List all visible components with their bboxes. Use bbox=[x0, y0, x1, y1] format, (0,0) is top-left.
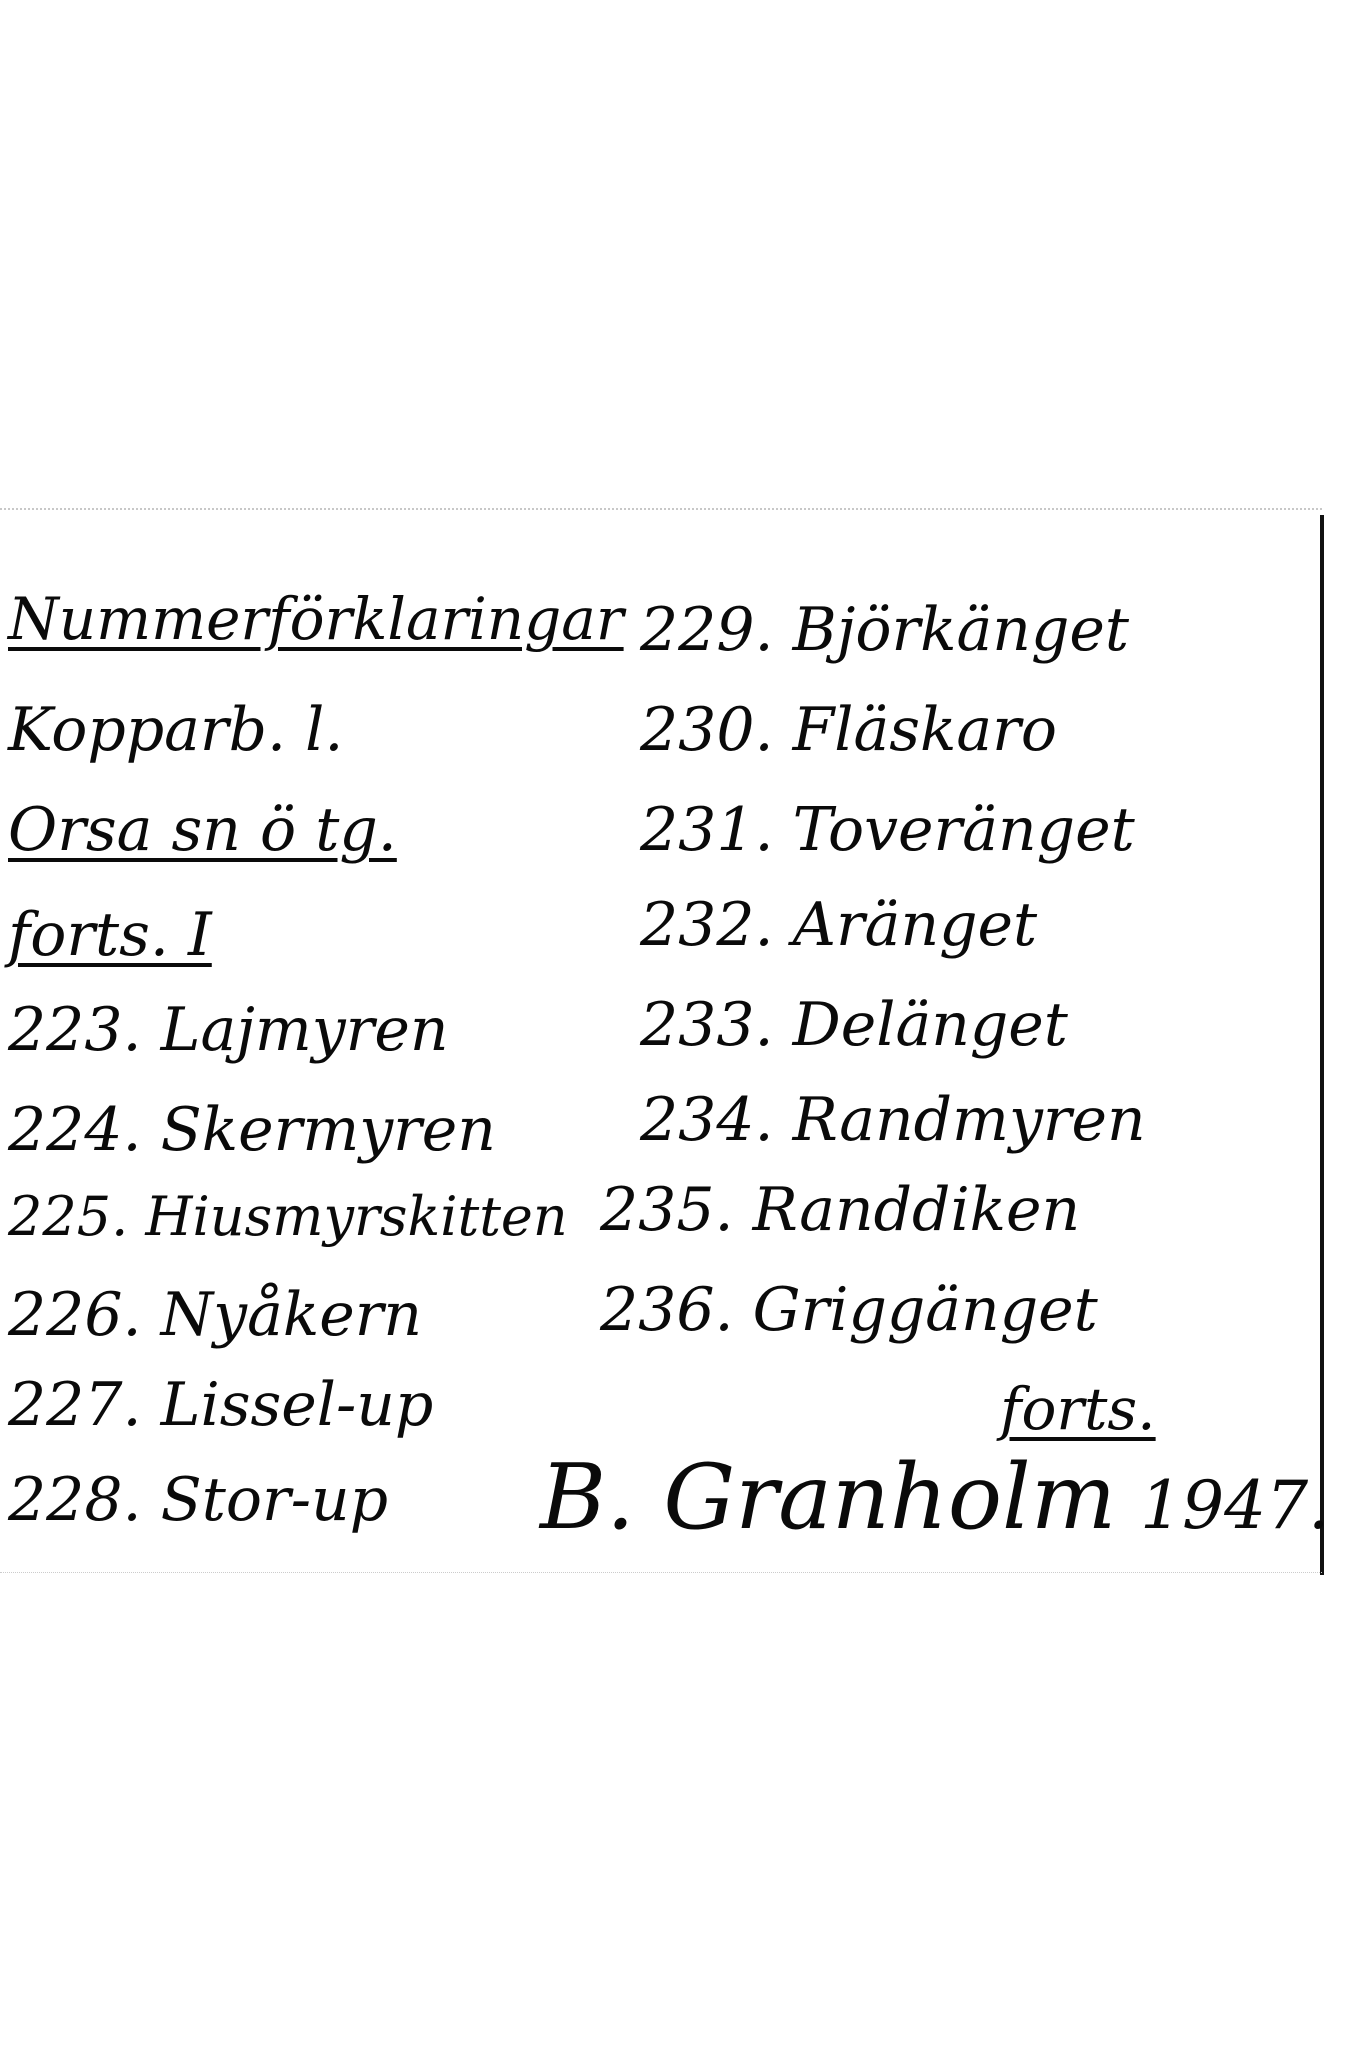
item-number: 230. bbox=[640, 695, 774, 765]
item-name: Stor-up bbox=[160, 1465, 389, 1535]
list-item bbox=[600, 1175, 1081, 1245]
card-title: Nummerförklaringar bbox=[8, 585, 624, 653]
card-bottom-edge bbox=[0, 1572, 1322, 1573]
list-item bbox=[8, 995, 449, 1065]
list-item bbox=[600, 1275, 1098, 1345]
item-number: 229. bbox=[640, 595, 774, 665]
continuation-note: forts. bbox=[1000, 1375, 1156, 1443]
list-item bbox=[640, 990, 1068, 1060]
item-number: 228. bbox=[8, 1465, 142, 1535]
item-number: 224. bbox=[8, 1095, 142, 1165]
item-name: Randmyren bbox=[792, 1085, 1146, 1155]
signature-name: B. Granholm bbox=[540, 1445, 1117, 1550]
item-name: Fläskaro bbox=[792, 695, 1057, 765]
signature bbox=[540, 1445, 1329, 1550]
item-number: 233. bbox=[640, 990, 774, 1060]
item-number: 235. bbox=[600, 1175, 734, 1245]
list-item bbox=[8, 1280, 423, 1350]
list-item bbox=[640, 695, 1057, 765]
item-number: 232. bbox=[640, 890, 774, 960]
list-item bbox=[8, 1370, 434, 1440]
card-right-edge bbox=[1320, 515, 1324, 1575]
list-item bbox=[640, 890, 1038, 960]
list-item bbox=[8, 1095, 496, 1165]
list-item bbox=[8, 1465, 389, 1535]
parish-line: Orsa sn ö tg. bbox=[8, 795, 397, 865]
county-line: Kopparb. l. bbox=[8, 695, 344, 765]
item-name: Lajmyren bbox=[160, 995, 449, 1065]
item-number: 234. bbox=[640, 1085, 774, 1155]
item-name: Skermyren bbox=[160, 1095, 496, 1165]
continued-line bbox=[8, 900, 212, 970]
list-item bbox=[640, 1085, 1146, 1155]
item-number: 227. bbox=[8, 1370, 142, 1440]
item-name: Hiusmyrskitten bbox=[145, 1185, 568, 1248]
item-number: 223. bbox=[8, 995, 142, 1065]
continued-label: forts. I bbox=[8, 900, 212, 970]
item-number: 225. bbox=[8, 1185, 129, 1248]
item-name: Toveränget bbox=[792, 795, 1135, 865]
item-number: 231. bbox=[640, 795, 774, 865]
item-name: Randdiken bbox=[752, 1175, 1081, 1245]
item-number: 226. bbox=[8, 1280, 142, 1350]
item-number: 236. bbox=[600, 1275, 734, 1345]
card-top-edge bbox=[0, 508, 1322, 510]
item-name: Lissel-up bbox=[160, 1370, 434, 1440]
list-item bbox=[640, 795, 1135, 865]
item-name: Griggänget bbox=[752, 1275, 1098, 1345]
list-item bbox=[8, 1185, 568, 1248]
list-item bbox=[640, 595, 1129, 665]
item-name: Nyåkern bbox=[160, 1280, 423, 1350]
item-name: Delänget bbox=[792, 990, 1068, 1060]
signature-year: 1947. bbox=[1140, 1467, 1330, 1544]
item-name: Aränget bbox=[792, 890, 1038, 960]
item-name: Björkänget bbox=[792, 595, 1129, 665]
